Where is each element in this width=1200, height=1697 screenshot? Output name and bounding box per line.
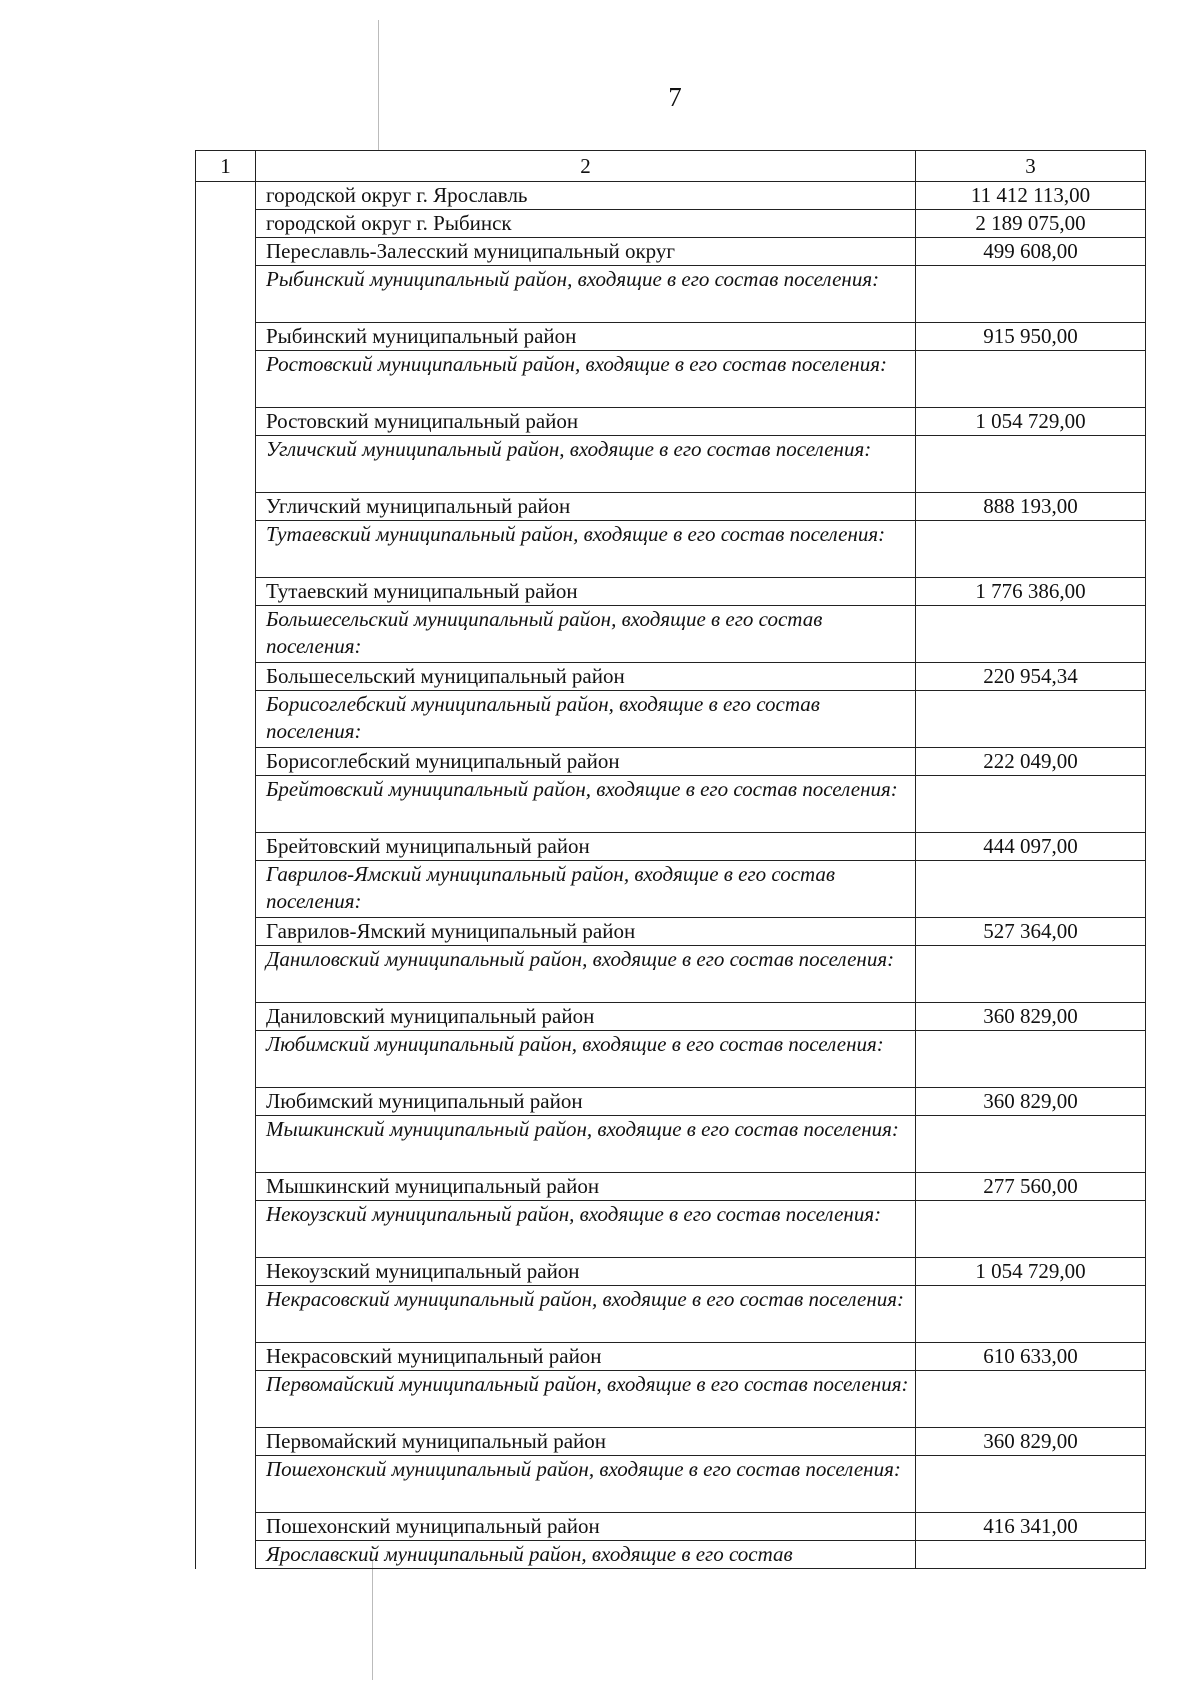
amount-cell: 444 097,00 [916, 833, 1146, 861]
table-row [196, 238, 1146, 266]
amount-cell [916, 1541, 1146, 1569]
table-row [196, 578, 1146, 606]
municipality-name: Некоузский муниципальный район [256, 1258, 916, 1286]
municipality-name: Гаврилов-Ямский муниципальный район [256, 918, 916, 946]
table-row [196, 1088, 1146, 1116]
amount-cell [916, 1031, 1146, 1088]
table-body [196, 182, 1146, 1569]
amount-cell: 1 054 729,00 [916, 1258, 1146, 1286]
municipality-name: Любимский муниципальный район [256, 1088, 916, 1116]
amount-cell: 360 829,00 [916, 1003, 1146, 1031]
table-subheader-row [196, 1541, 1146, 1569]
amount-cell: 416 341,00 [916, 1513, 1146, 1541]
amount-cell [916, 1201, 1146, 1258]
district-group-label: Некрасовский муниципальный район, входящие в его состав поселения: [256, 1286, 916, 1343]
amount-cell [916, 691, 1146, 748]
table-row [196, 918, 1146, 946]
table-subheader-row [196, 776, 1146, 833]
district-group-label: Ярославский муниципальный район, входящие в его состав [256, 1541, 916, 1569]
table-row [196, 748, 1146, 776]
amount-cell: 888 193,00 [916, 493, 1146, 521]
scan-artifact-line [378, 20, 379, 150]
table-header-row [196, 151, 1146, 182]
municipality-name: Большесельский муниципальный район [256, 663, 916, 691]
municipality-name: городской округ г. Рыбинск [256, 210, 916, 238]
table-row [196, 1003, 1146, 1031]
district-group-label: Любимский муниципальный район, входящие в его состав поселения: [256, 1031, 916, 1088]
table-row [196, 408, 1146, 436]
district-group-label: Мышкинский муниципальный район, входящие в его состав поселения: [256, 1116, 916, 1173]
amount-cell: 277 560,00 [916, 1173, 1146, 1201]
table-row [196, 182, 1146, 210]
table-subheader-row [196, 691, 1146, 748]
district-group-label: Пошехонский муниципальный район, входящие в его состав поселения: [256, 1456, 916, 1513]
amount-cell: 360 829,00 [916, 1088, 1146, 1116]
municipality-name: Угличский муниципальный район [256, 493, 916, 521]
table-row [196, 833, 1146, 861]
table-row [196, 323, 1146, 351]
column-header-3: 3 [916, 151, 1146, 182]
municipality-name: городской округ г. Ярославль [256, 182, 916, 210]
municipality-name: Мышкинский муниципальный район [256, 1173, 916, 1201]
amount-cell: 915 950,00 [916, 323, 1146, 351]
municipality-name: Рыбинский муниципальный район [256, 323, 916, 351]
municipality-name: Пошехонский муниципальный район [256, 1513, 916, 1541]
municipality-name: Борисоглебский муниципальный район [256, 748, 916, 776]
table-row [196, 210, 1146, 238]
table-subheader-row [196, 1286, 1146, 1343]
amount-cell: 220 954,34 [916, 663, 1146, 691]
page-number: 7 [668, 82, 682, 112]
table-subheader-row [196, 351, 1146, 408]
district-group-label: Первомайский муниципальный район, входящие в его состав поселения: [256, 1371, 916, 1428]
table-subheader-row [196, 861, 1146, 918]
amount-cell [916, 606, 1146, 663]
municipality-name: Ростовский муниципальный район [256, 408, 916, 436]
table-subheader-row [196, 521, 1146, 578]
table-row [196, 1258, 1146, 1286]
amount-cell [916, 776, 1146, 833]
amount-cell: 1 776 386,00 [916, 578, 1146, 606]
amount-cell [916, 1371, 1146, 1428]
amount-cell [916, 436, 1146, 493]
municipality-name: Первомайский муниципальный район [256, 1428, 916, 1456]
amount-cell: 499 608,00 [916, 238, 1146, 266]
amount-cell [916, 946, 1146, 1003]
table-subheader-row [196, 1371, 1146, 1428]
municipality-name: Тутаевский муниципальный район [256, 578, 916, 606]
amount-cell [916, 521, 1146, 578]
amount-cell [916, 351, 1146, 408]
amount-cell: 527 364,00 [916, 918, 1146, 946]
amount-cell [916, 861, 1146, 918]
table-subheader-row [196, 946, 1146, 1003]
table-row [196, 1343, 1146, 1371]
amount-cell [916, 1116, 1146, 1173]
district-group-label: Даниловский муниципальный район, входящие в его состав поселения: [256, 946, 916, 1003]
table-subheader-row [196, 1031, 1146, 1088]
district-group-label: Некоузский муниципальный район, входящие в его состав поселения: [256, 1201, 916, 1258]
table-row [196, 1173, 1146, 1201]
municipality-name: Некрасовский муниципальный район [256, 1343, 916, 1371]
district-group-label: Угличский муниципальный район, входящие в его состав поселения: [256, 436, 916, 493]
table-subheader-row [196, 1116, 1146, 1173]
amount-cell: 11 412 113,00 [916, 182, 1146, 210]
district-group-label: Брейтовский муниципальный район, входящие в его состав поселения: [256, 776, 916, 833]
scan-artifact-line [372, 1560, 373, 1680]
amount-cell: 2 189 075,00 [916, 210, 1146, 238]
district-group-label: Тутаевский муниципальный район, входящие в его состав поселения: [256, 521, 916, 578]
amount-cell: 222 049,00 [916, 748, 1146, 776]
table-subheader-row [196, 606, 1146, 663]
amount-cell [916, 266, 1146, 323]
amount-cell: 360 829,00 [916, 1428, 1146, 1456]
municipality-name: Даниловский муниципальный район [256, 1003, 916, 1031]
district-group-label: Гаврилов-Ямский муниципальный район, входящие в его состав поселения: [256, 861, 916, 918]
table-row [196, 1513, 1146, 1541]
column-header-1: 1 [196, 151, 256, 182]
table-subheader-row [196, 1456, 1146, 1513]
table-subheader-row [196, 266, 1146, 323]
table-subheader-row [196, 436, 1146, 493]
table-row [196, 663, 1146, 691]
column-header-2: 2 [256, 151, 916, 182]
row-number-cell [196, 182, 256, 1569]
amount-cell: 610 633,00 [916, 1343, 1146, 1371]
table-row [196, 493, 1146, 521]
district-group-label: Рыбинский муниципальный район, входящие в его состав поселения: [256, 266, 916, 323]
amount-cell: 1 054 729,00 [916, 408, 1146, 436]
municipality-name: Брейтовский муниципальный район [256, 833, 916, 861]
amount-cell [916, 1456, 1146, 1513]
district-group-label: Большесельский муниципальный район, входящие в его состав поселения: [256, 606, 916, 663]
municipality-name: Переславль-Залесский муниципальный округ [256, 238, 916, 266]
district-group-label: Ростовский муниципальный район, входящие в его состав поселения: [256, 351, 916, 408]
table-subheader-row [196, 1201, 1146, 1258]
district-group-label: Борисоглебский муниципальный район, входящие в его состав поселения: [256, 691, 916, 748]
table-row [196, 1428, 1146, 1456]
allocation-table [195, 150, 1146, 1569]
amount-cell [916, 1286, 1146, 1343]
